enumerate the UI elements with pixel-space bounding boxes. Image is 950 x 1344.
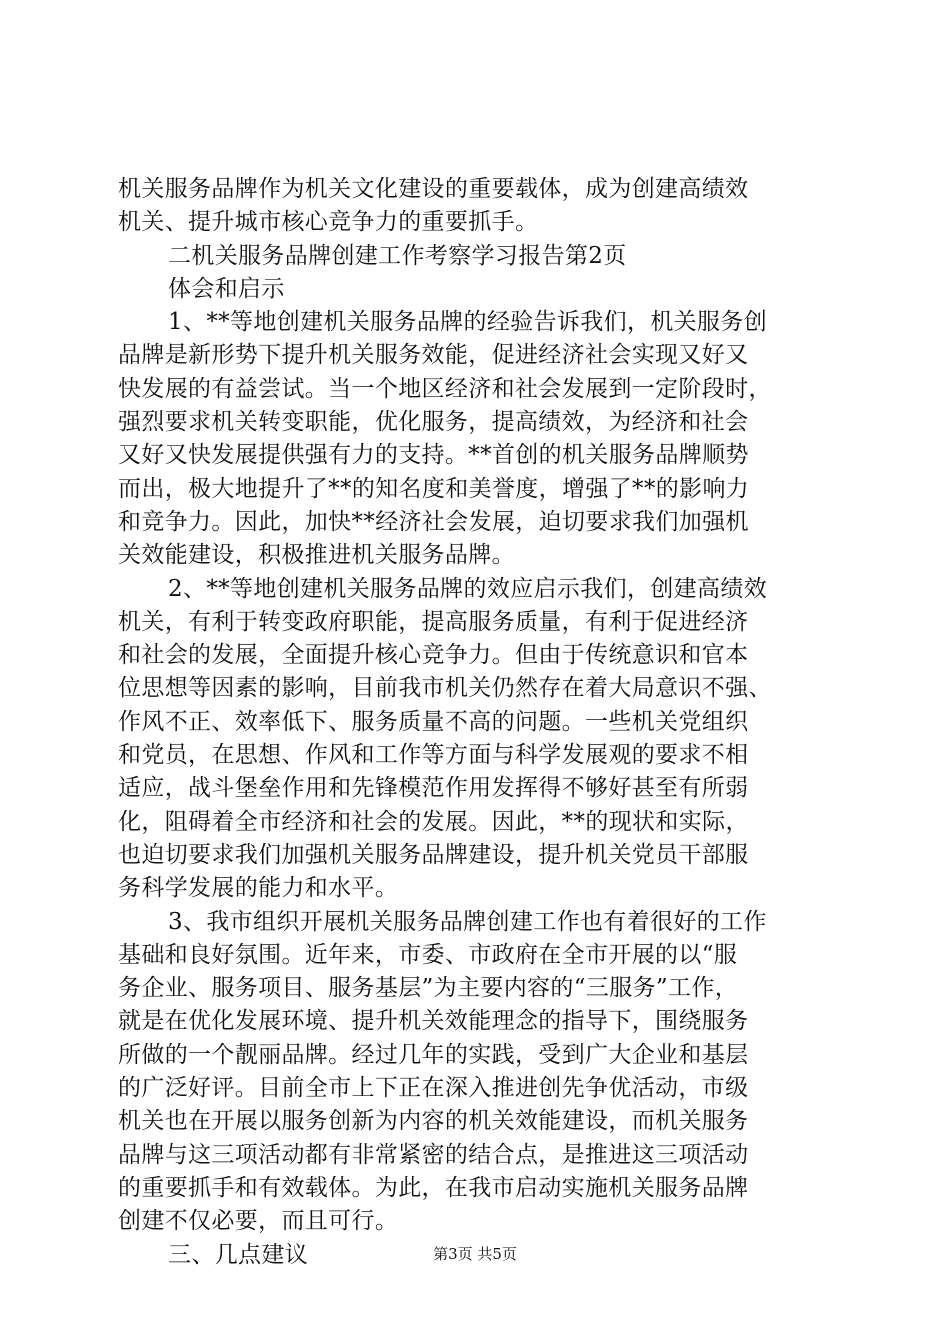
text-line: 快发展的有益尝试。当一个地区经济和社会发展到一定阶段时， [118,375,772,402]
text-line: 和竞争力。因此，加快**经济社会发展，迫切要求我们加强机 [118,508,749,535]
paragraph-start: 2、**等地创建机关服务品牌的效应启示我们，创建高绩效 [168,575,768,602]
text-line: 机关、提升城市核心竞争力的重要抓手。 [118,209,539,236]
text-line: 关效能建设，积极推进机关服务品牌。 [118,542,515,569]
document-body [118,173,832,1272]
text-line: 的广泛好评。目前全市上下正在深入推进创先争优活动，市级 [118,1075,749,1102]
text-line: 所做的一个靓丽品牌。经过几年的实践，受到广大企业和基层 [118,1041,749,1068]
section-heading: 三、几点建议 [168,1241,309,1268]
text-line: 务企业、服务项目、服务基层”为主要内容的“三服务”工作， [118,975,739,1002]
text-line: 品牌是新形势下提升机关服务效能，促进经济社会实现又好又 [118,342,749,369]
section-heading: 体会和启示 [168,275,285,302]
text-line: 和党员，在思想、作风和工作等方面与科学发展观的要求不相 [118,742,749,769]
text-line: 机关，有利于转变政府职能，提高服务质量，有利于促进经济 [118,608,749,635]
section-heading: 二机关服务品牌创建工作考察学习报告第2页 [168,242,627,269]
text-line: 而出，极大地提升了**的知名度和美誉度，增强了**的影响力 [118,475,750,502]
text-line: 就是在优化发展环境、提升机关效能理念的指导下，围绕服务 [118,1008,749,1035]
text-line: 又好又快发展提供强有力的支持。**首创的机关服务品牌顺势 [118,442,749,469]
text-line: 创建不仅必要，而且可行。 [118,1208,399,1235]
page-number: 第3页 共5页 [433,1245,517,1263]
text-line: 务科学发展的能力和水平。 [118,875,399,902]
text-line: 机关也在开展以服务创新为内容的机关效能建设，而机关服务 [118,1108,749,1135]
text-line: 适应，战斗堡垒作用和先锋模范作用发挥得不够好甚至有所弱 [118,775,749,802]
text-line: 的重要抓手和有效载体。为此，在我市启动实施机关服务品牌 [118,1174,749,1201]
text-line: 品牌与这三项活动都有非常紧密的结合点，是推进这三项活动 [118,1141,749,1168]
text-line: 位思想等因素的影响，目前我市机关仍然存在着大局意识不强、 [118,675,772,702]
paragraph-start: 3、我市组织开展机关服务品牌创建工作也有着很好的工作 [168,908,767,935]
paragraph-start: 1、**等地创建机关服务品牌的经验告诉我们，机关服务创 [168,309,768,336]
text-line: 强烈要求机关转变职能，优化服务，提高绩效，为经济和社会 [118,409,749,436]
text-line: 基础和良好氛围。近年来，市委、市政府在全市开展的以“服 [118,941,738,968]
text-line: 作风不正、效率低下、服务质量不高的问题。一些机关党组织 [118,708,749,735]
text-line: 也迫切要求我们加强机关服务品牌建设，提升机关党员干部服 [118,841,749,868]
text-line: 化，阻碍着全市经济和社会的发展。因此，**的现状和实际， [118,808,749,835]
text-line: 和社会的发展，全面提升核心竞争力。但由于传统意识和官本 [118,642,749,669]
text-line: 机关服务品牌作为机关文化建设的重要载体，成为创建高绩效 [118,176,749,202]
